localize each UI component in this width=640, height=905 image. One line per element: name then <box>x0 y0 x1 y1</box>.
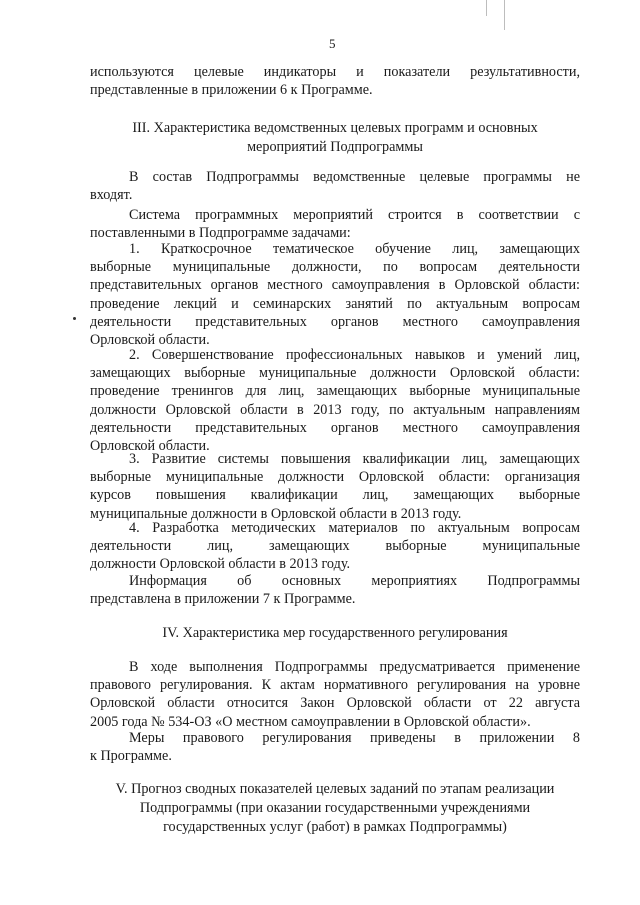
heading-line: V. Прогноз сводных показателей целевых заданий по этапам реализации <box>115 781 555 797</box>
section-3-paragraph-info <box>90 572 580 608</box>
scan-artifact-line <box>504 0 505 30</box>
text-line: используются целевые индикаторы и показатели результативности, <box>90 64 580 80</box>
section-3-item-2 <box>90 346 580 455</box>
text-line: 2005 года № 534-ОЗ «О местном самоуправлении в Орловской области». <box>90 713 531 730</box>
text-line: представленные в приложении 6 к Программе. <box>90 82 373 99</box>
section-3-item-3 <box>90 450 580 523</box>
text-line: Информация об основных мероприятиях Подпрограммы <box>129 573 580 589</box>
text-line: 1. Краткосрочное тематическое обучение лиц, замещающих <box>129 241 580 257</box>
section-3-heading <box>90 119 580 157</box>
section-3-paragraph-1 <box>90 168 580 204</box>
text-line: 2. Совершенствование профессиональных навыков и умений лиц, <box>129 347 580 363</box>
heading-line: Подпрограммы (при оказании государственными учреждениями <box>139 800 531 816</box>
heading-line: III. Характеристика ведомственных целевых программ и основных <box>132 120 538 136</box>
text-line: В состав Подпрограммы ведомственные целевые программы не <box>129 169 580 185</box>
text-line: проведение лекций и семинарских занятий по актуальным вопросам <box>90 295 580 312</box>
scan-artifact-line <box>486 0 487 16</box>
text-line: замещающих выборные муниципальные должности Орловской области: <box>90 365 580 382</box>
text-line: поставленными в Подпрограмме задачами: <box>90 225 351 242</box>
text-line: 3. Развитие системы повышения квалификации лиц, замещающих <box>129 451 580 467</box>
text-line: Орловской области. <box>90 438 210 455</box>
heading-line: мероприятий Подпрограммы <box>247 139 423 155</box>
text-line: должности Орловской области в 2013 году. <box>90 556 351 573</box>
margin-dot <box>73 317 76 320</box>
text-line: деятельности представительных органов местного самоуправления <box>90 313 580 330</box>
section-3-item-4 <box>90 519 580 574</box>
section-4-heading <box>90 624 580 643</box>
heading-line: государственных услуг (работ) в рамках Подпрограммы) <box>163 819 507 835</box>
heading-line: IV. Характеристика мер государственного регулирования <box>162 625 508 641</box>
text-line: муниципальные должности в Орловской области в 2013 году. <box>90 505 462 522</box>
text-line: должности Орловской области в 2013 году, по актуальным направлениям <box>90 401 580 418</box>
text-line: В ходе выполнения Подпрограммы предусматривается применение <box>129 659 580 675</box>
text-line: выборные муниципальные должности Орловской области: организация <box>90 469 580 486</box>
section-4-paragraph-2 <box>90 729 580 765</box>
text-line: Орловской области. <box>90 332 210 349</box>
text-line: правового регулирования. К актам нормативного регулирования на уровне <box>90 677 580 694</box>
section-4-paragraph-1 <box>90 658 580 731</box>
text-line: к Программе. <box>90 748 172 765</box>
intro-paragraph <box>90 63 580 99</box>
text-line: курсов повышения квалификации лиц, замещающих выборные <box>90 487 580 504</box>
section-5-heading <box>90 780 580 837</box>
text-line: представительных органов местного самоуправления в Орловской области: <box>90 277 580 294</box>
page-number: 5 <box>329 36 336 51</box>
text-line: деятельности представительных органов местного самоуправления <box>90 419 580 436</box>
text-line: проведение тренингов для лиц, замещающих выборные муниципальные <box>90 383 580 400</box>
text-line: выборные муниципальные должности, по вопросам деятельности <box>90 259 580 276</box>
text-line: Меры правового регулирования приведены в приложении 8 <box>129 730 580 746</box>
text-line: 4. Разработка методических материалов по актуальным вопросам <box>129 520 580 536</box>
text-line: деятельности лиц, замещающих выборные муниципальные <box>90 538 580 555</box>
section-3-item-1 <box>90 240 580 349</box>
text-line: входят. <box>90 187 133 204</box>
text-line: Система программных мероприятий строится в соответствии с <box>129 207 580 223</box>
section-3-paragraph-2 <box>90 206 580 242</box>
text-line: Орловской области относится Закон Орловской области от 22 августа <box>90 695 580 712</box>
text-line: представлена в приложении 7 к Программе. <box>90 591 356 608</box>
